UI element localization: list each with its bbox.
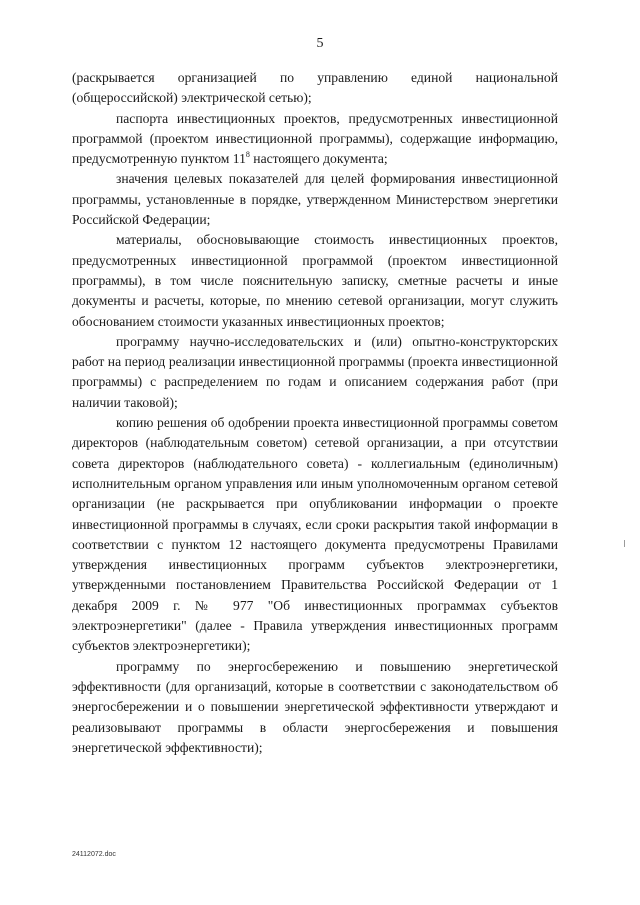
document-body (72, 68, 558, 758)
paragraph-research-program: программу научно-исследовательских и (или) опытно-конструкторских работ на период реализации инвестиционной программы (проекта инвестиционной программы) с распределением по годам и описанием содержания работ (при наличии таковой); (72, 333, 558, 410)
paragraph-continuation: (раскрывается организацией по управлению единой национальной (общероссийской) электрической сетью); (72, 70, 558, 106)
paragraph-text-end: настоящего документа; (249, 151, 388, 167)
superscript-index: 8 (245, 150, 250, 160)
paragraph-target-indicators: значения целевых показателей для целей формирования инвестиционной программы, установленные в порядке, утвержденном Министерством энергетики Российской Федерации; (72, 171, 558, 228)
margin-mark (624, 540, 625, 547)
paragraph-cost-materials: материалы, обосновывающие стоимость инвестиционных проектов, предусмотренных инвестиционной программой (проектом инвестиционной программы), в том числе пояснительную записку, сметные расчеты и иные документы и расчеты, которые, по мнению сетевой организации, могут служить обоснованием стоимости указанных инвестиционных проектов; (72, 232, 558, 329)
paragraph-project-passports (72, 109, 558, 170)
paragraph-approval-decision: копию решения об одобрении проекта инвестиционной программы советом директоров (наблюдательным советом) сетевой организации, а при отсутствии совета директоров (наблюдательного совета) - коллегиальным (единоличным) исполнительным органом управления или иным уполномоченным органом сетевой организации (не раскрывается при опубликовании информации о проекте инвестиционной программы в случаях, если сроки раскрытия такой информации в соответствии с пунктом 12 настоящего документа предусмотрены Правилами утверждения инвестиционных программ субъектов электроэнергетики, утвержденными постановлением Правительства Российской Федерации от 1 декабря 2009 г. № 977 "Об инвестиционных программах субъектов электроэнергетики" (далее - Правила утверждения инвестиционных программ субъектов электроэнергетики); (72, 415, 558, 654)
paragraph-energy-saving-program: программу по энергосбережению и повышению энергетической эффективности (для организаций, которые в соответствии с законодательством об энергосбережении и о повышении энергетической эффективности утверждают и реализовывают программы в области энергосбережения и повышения энергетической эффективности); (72, 658, 558, 755)
paragraph-text: паспорта инвестиционных проектов, предусмотренных инвестиционной программой (проектом инвестиционной программы), содержащие информацию, предусмотренную пунктом 11 (72, 110, 558, 167)
page-number: 5 (316, 36, 324, 51)
footer-filename: 24112072.doc (72, 851, 116, 858)
